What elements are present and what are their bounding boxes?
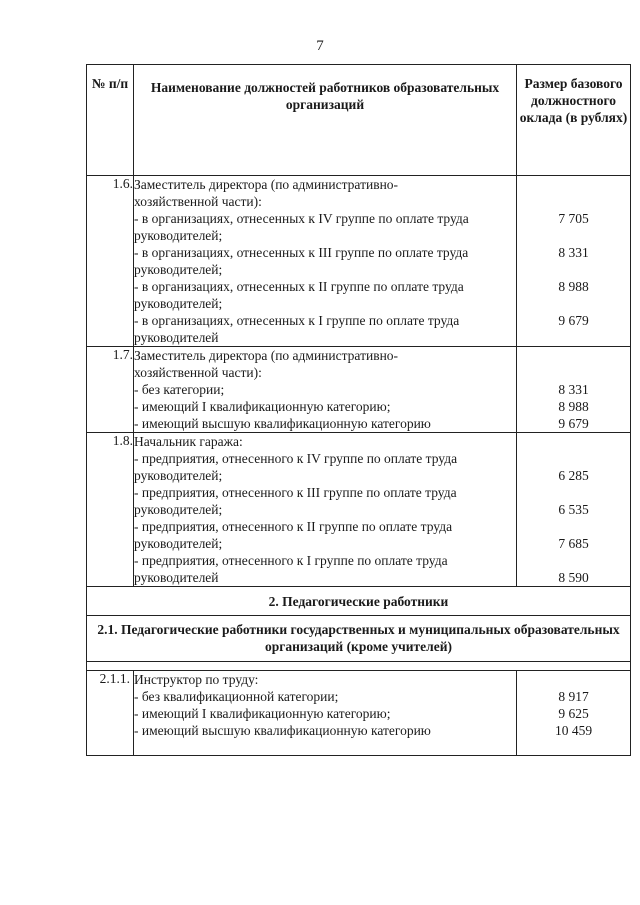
salary-values bbox=[517, 671, 631, 756]
description-line: - предприятия, отнесенного к II группе по оплате труда bbox=[134, 519, 453, 534]
description-line: - в организациях, отнесенных к II группе по оплате труда bbox=[134, 279, 464, 294]
salary-value: 10 459 bbox=[554, 723, 593, 738]
header-number: № п/п bbox=[87, 65, 134, 176]
table-row bbox=[87, 347, 631, 433]
salary-value: 8 331 bbox=[558, 382, 589, 397]
salary-values bbox=[517, 176, 631, 347]
description-line: - имеющий высшую квалификационную категорию bbox=[134, 723, 431, 738]
description-line: Начальник гаража: bbox=[134, 434, 243, 449]
position-description bbox=[134, 433, 517, 587]
description-line: - без категории; bbox=[134, 382, 225, 397]
description-line: - в организациях, отнесенных к III группе по оплате труда bbox=[134, 245, 469, 260]
description-line: Заместитель директора (по административно- bbox=[134, 177, 399, 192]
salary-table bbox=[86, 64, 631, 756]
description-line: руководителей; bbox=[134, 262, 223, 277]
table-header-row bbox=[87, 65, 631, 176]
description-line: - имеющий I квалификационную категорию; bbox=[134, 706, 391, 721]
description-line: - имеющий I квалификационную категорию; bbox=[134, 399, 391, 414]
row-number: 1.8. bbox=[87, 433, 134, 587]
description-line: - предприятия, отнесенного к IV группе по оплате труда bbox=[134, 451, 458, 466]
salary-value: 8 331 bbox=[558, 245, 589, 260]
spacer-row bbox=[87, 662, 631, 671]
description-line: - в организациях, отнесенных к IV группе по оплате труда bbox=[134, 211, 469, 226]
description-line: - имеющий высшую квалификационную категорию bbox=[134, 416, 431, 431]
description-line: - предприятия, отнесенного к I группе по оплате труда bbox=[134, 553, 448, 568]
description-line: - без квалификационной категории; bbox=[134, 689, 339, 704]
description-line: руководителей; bbox=[134, 536, 223, 551]
row-number: 2.1.1. bbox=[87, 671, 134, 756]
description-line: хозяйственной части): bbox=[134, 365, 262, 380]
position-description bbox=[134, 347, 517, 433]
salary-value: 9 625 bbox=[558, 706, 589, 721]
description-line: руководителей bbox=[134, 330, 219, 345]
position-description bbox=[134, 671, 517, 756]
section-heading-row bbox=[87, 587, 631, 616]
description-line: хозяйственной части): bbox=[134, 194, 262, 209]
description-line: руководителей; bbox=[134, 502, 223, 517]
salary-value: 6 285 bbox=[558, 468, 589, 483]
salary-value: 8 917 bbox=[558, 689, 589, 704]
table-row bbox=[87, 176, 631, 347]
position-description bbox=[134, 176, 517, 347]
salary-value: 6 535 bbox=[558, 502, 589, 517]
row-number: 1.7. bbox=[87, 347, 134, 433]
salary-values bbox=[517, 347, 631, 433]
description-line: - предприятия, отнесенного к III группе по оплате труда bbox=[134, 485, 457, 500]
header-base-salary: Размер базового должностного оклада (в рублях) bbox=[517, 65, 631, 176]
subsection-heading-row bbox=[87, 616, 631, 662]
subsection-heading: 2.1. Педагогические работники государственных и муниципальных образовательных организаций (кроме учителей) bbox=[87, 616, 631, 662]
description-line: - в организациях, отнесенных к I группе по оплате труда bbox=[134, 313, 460, 328]
row-number: 1.6. bbox=[87, 176, 134, 347]
description-line: руководителей; bbox=[134, 296, 223, 311]
description-line: руководителей; bbox=[134, 468, 223, 483]
description-line: руководителей; bbox=[134, 228, 223, 243]
salary-value: 9 679 bbox=[558, 416, 589, 431]
table-row bbox=[87, 433, 631, 587]
section-heading: 2. Педагогические работники bbox=[87, 587, 631, 616]
salary-value: 7 705 bbox=[558, 211, 589, 226]
page-number: 7 bbox=[316, 38, 324, 54]
description-line: Заместитель директора (по административно- bbox=[134, 348, 399, 363]
salary-value: 8 988 bbox=[558, 399, 589, 414]
salary-value: 7 685 bbox=[558, 536, 589, 551]
header-position-name: Наименование должностей работников образовательных организаций bbox=[134, 65, 517, 176]
description-line: Инструктор по труду: bbox=[134, 672, 259, 687]
salary-values bbox=[517, 433, 631, 587]
salary-value: 8 590 bbox=[558, 570, 589, 585]
salary-value: 8 988 bbox=[558, 279, 589, 294]
salary-value: 9 679 bbox=[558, 313, 589, 328]
table-row bbox=[87, 671, 631, 756]
description-line: руководителей bbox=[134, 570, 219, 585]
